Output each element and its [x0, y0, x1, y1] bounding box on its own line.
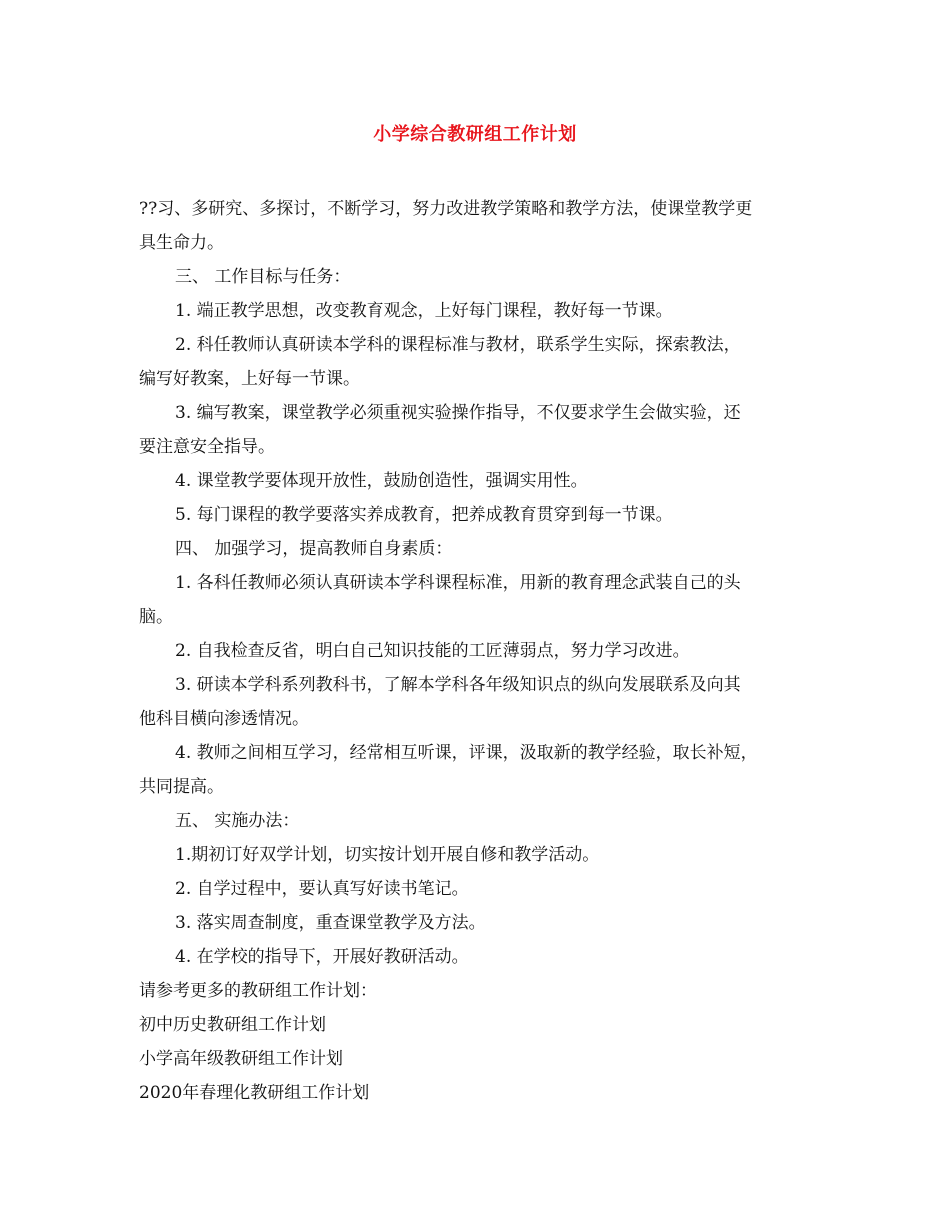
text-line: 1.期初订好双学计划，切实按计划开展自修和教学活动。 — [175, 845, 600, 865]
text-line: 3. 落实周查制度，重查课堂教学及方法。 — [175, 913, 486, 933]
text-line: ??习、多研究、多探讨，不断学习，努力改进教学策略和教学方法，使课堂教学更 — [139, 199, 753, 219]
text-line: 2. 自我检查反省，明白自己知识技能的工匠薄弱点，努力学习改进。 — [175, 641, 690, 661]
text-line: 初中历史教研组工作计划 — [139, 1015, 326, 1035]
text-line: 1. 各科任教师必须认真研读本学科课程标准，用新的教育理念武装自己的头 — [175, 573, 741, 593]
document-title: 小学综合教研组工作计划 — [373, 124, 577, 145]
text-line: 共同提高。 — [139, 777, 224, 797]
text-line: 2. 自学过程中，要认真写好读书笔记。 — [175, 879, 469, 899]
text-line: 3. 研读本学科系列教科书，了解本学科各年级知识点的纵向发展联系及向其 — [175, 675, 741, 695]
document-body — [139, 192, 819, 1110]
text-line: 要注意安全指导。 — [139, 437, 275, 457]
text-line: 请参考更多的教研组工作计划： — [139, 981, 377, 1001]
text-line: 3. 编写教案，课堂教学必须重视实验操作指导，不仅要求学生会做实验，还 — [175, 403, 741, 423]
text-line: 1. 端正教学思想，改变教育观念，上好每门课程，教好每一节课。 — [175, 301, 673, 321]
text-line: 脑。 — [139, 607, 173, 627]
text-line: 四、 加强学习，提高教师自身素质： — [175, 539, 453, 559]
text-line: 2020年春理化教研组工作计划 — [139, 1083, 370, 1103]
text-line: 4. 在学校的指导下，开展好教研活动。 — [175, 947, 469, 967]
text-line: 三、 工作目标与任务： — [175, 267, 351, 287]
text-line: 4. 教师之间相互学习，经常相互听课，评课，汲取新的教学经验，取长补短， — [175, 743, 758, 763]
text-line: 具生命力。 — [139, 233, 224, 253]
text-line: 5. 每门课程的教学要落实养成教育，把养成教育贯穿到每一节课。 — [175, 505, 673, 525]
text-line: 他科目横向渗透情况。 — [139, 709, 309, 729]
text-line: 小学高年级教研组工作计划 — [139, 1049, 343, 1069]
text-line: 编写好教案，上好每一节课。 — [139, 369, 360, 389]
text-line: 五、 实施办法： — [175, 811, 300, 831]
text-line: 2. 科任教师认真研读本学科的课程标准与教材，联系学生实际，探索教法， — [175, 335, 741, 355]
text-line: 4. 课堂教学要体现开放性，鼓励创造性，强调实用性。 — [175, 471, 588, 491]
